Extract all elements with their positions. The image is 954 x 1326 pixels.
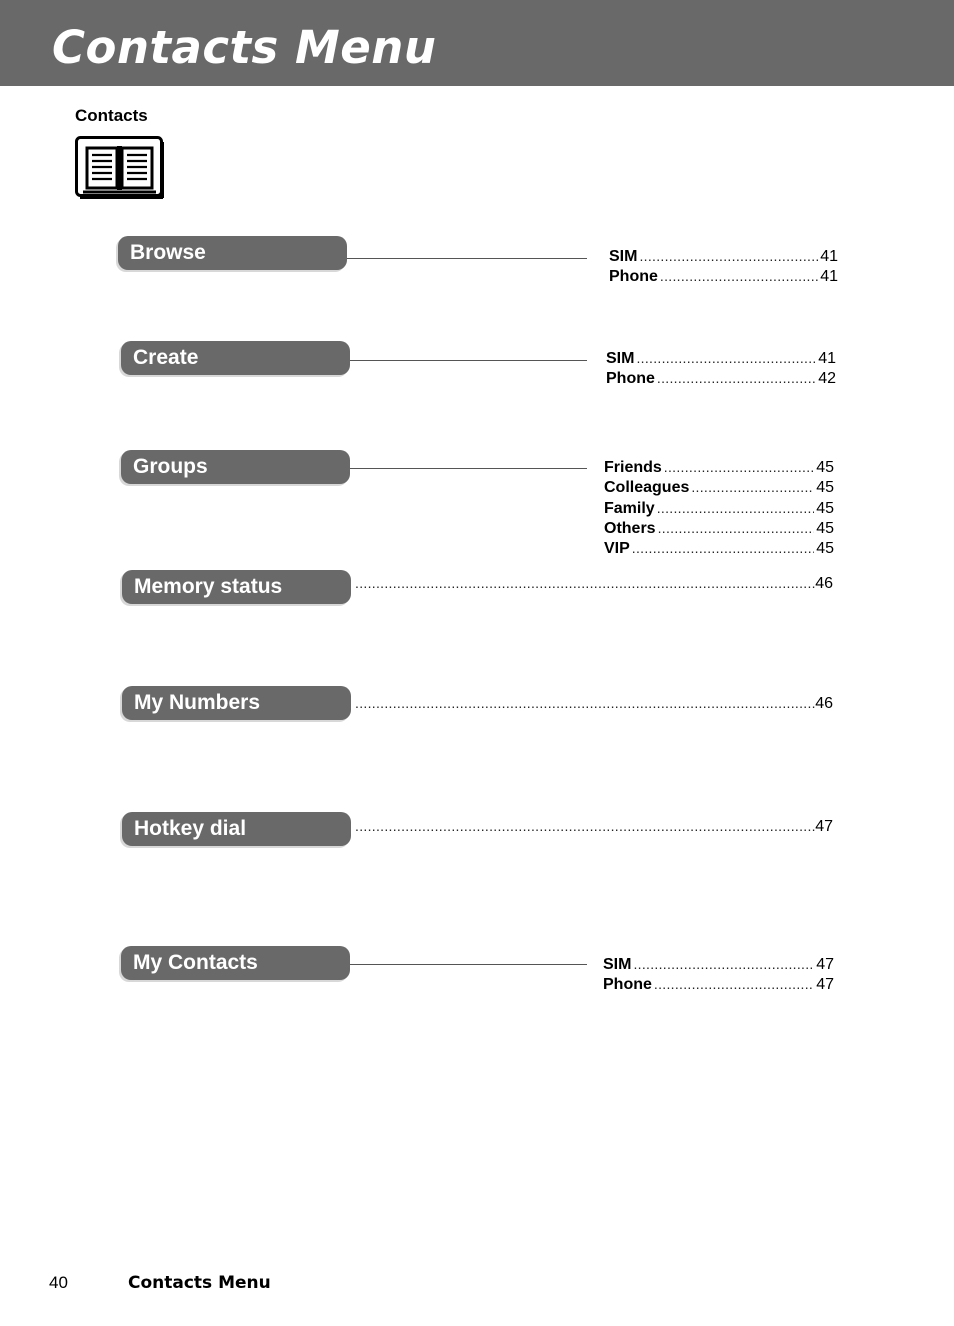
- submenu-item[interactable]: Phone ..... 47: [603, 974, 834, 994]
- page-ref: 46: [815, 695, 833, 712]
- menu-item-memory-status[interactable]: Memory status: [122, 570, 351, 604]
- submenu-my-contacts: [603, 954, 834, 995]
- connector-line: [350, 964, 587, 965]
- submenu-item[interactable]: Others ..... 45: [604, 518, 834, 538]
- leader-my-numbers: [355, 693, 833, 714]
- connector-line: [350, 360, 587, 361]
- menu-item-create[interactable]: Create: [121, 341, 350, 375]
- submenu-item[interactable]: SIM ..... 47: [603, 954, 834, 974]
- submenu-item[interactable]: VIP ..... 45: [604, 538, 834, 558]
- open-book-icon: [75, 136, 164, 200]
- submenu-item[interactable]: Friends ..... 45: [604, 457, 834, 477]
- header-bar: [0, 0, 954, 86]
- page-ref: 46: [815, 575, 833, 592]
- submenu-item[interactable]: Phone ..... 41: [609, 266, 838, 286]
- submenu-item[interactable]: Phone ..... 42: [606, 368, 836, 388]
- connector-line: [350, 468, 587, 469]
- section-label: Contacts: [75, 106, 148, 125]
- submenu-item[interactable]: Colleagues ..... 45: [604, 477, 834, 497]
- submenu-item[interactable]: SIM ..... 41: [609, 246, 838, 266]
- menu-item-my-contacts[interactable]: My Contacts: [121, 946, 350, 980]
- page-ref: 47: [815, 818, 833, 835]
- submenu-browse: [609, 246, 838, 287]
- footer-title: Contacts Menu: [128, 1273, 271, 1293]
- submenu-create: [606, 348, 836, 389]
- connector-line: [347, 258, 587, 259]
- page-number: 40: [49, 1273, 68, 1292]
- menu-item-my-numbers[interactable]: My Numbers: [122, 686, 351, 720]
- menu-item-hotkey-dial[interactable]: Hotkey dial: [122, 812, 351, 846]
- page-title: Contacts Menu: [52, 21, 437, 74]
- submenu-groups: [604, 457, 834, 558]
- submenu-item[interactable]: SIM ..... 41: [606, 348, 836, 368]
- menu-item-browse[interactable]: Browse: [118, 236, 347, 270]
- leader-memory-status: [355, 573, 833, 594]
- submenu-item[interactable]: Family ..... 45: [604, 498, 834, 518]
- menu-item-groups[interactable]: Groups: [121, 450, 350, 484]
- leader-hotkey-dial: [355, 816, 833, 837]
